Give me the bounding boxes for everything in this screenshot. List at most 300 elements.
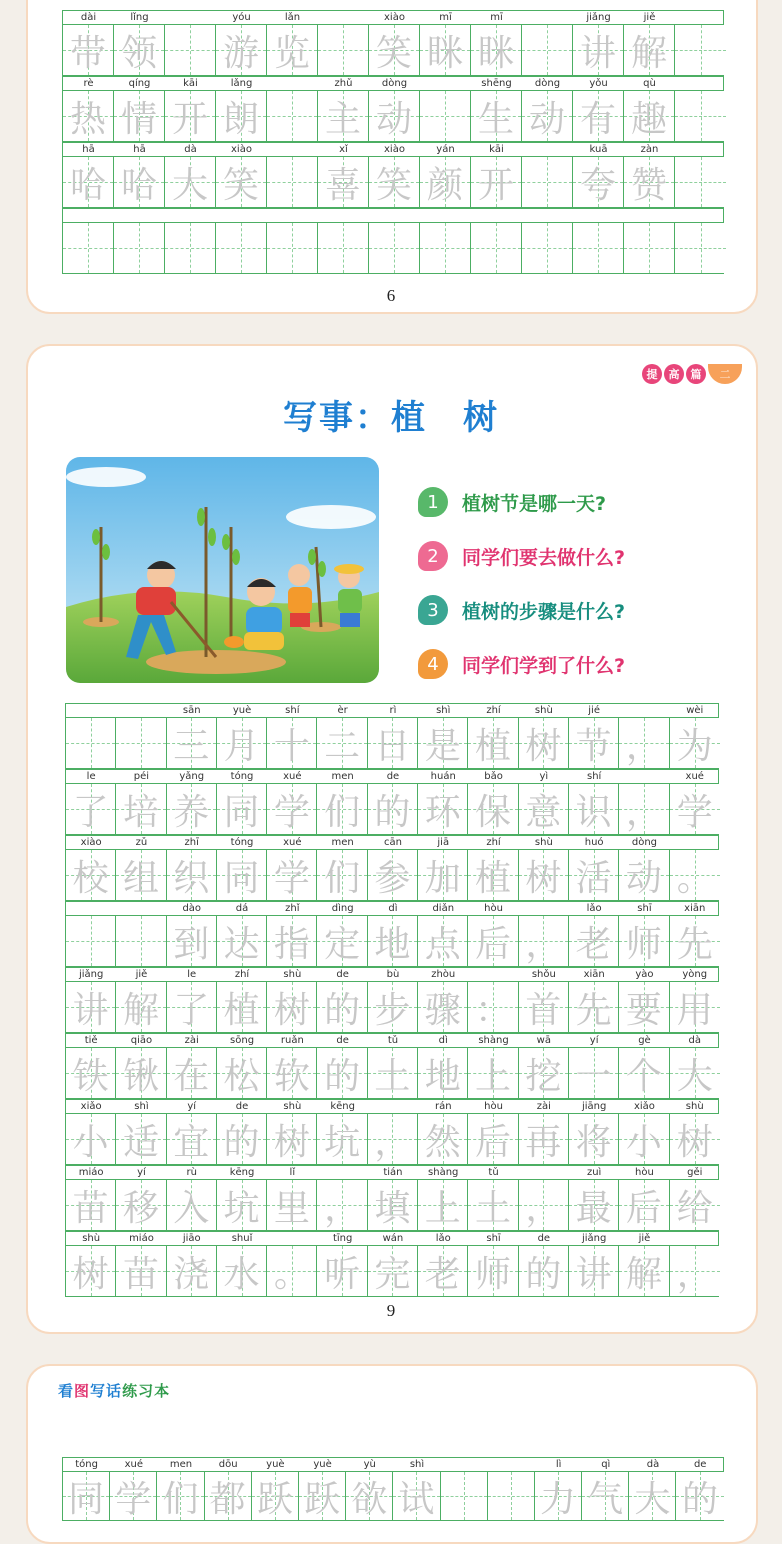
trace-character: 植 [475, 857, 512, 899]
tianzige-cell[interactable] [318, 25, 369, 75]
tianzige-cell[interactable] [619, 1180, 669, 1230]
tianzige-cell[interactable] [267, 1048, 317, 1098]
question-item [418, 475, 625, 529]
trace-character: 喜 [324, 164, 361, 206]
tianzige-cell[interactable] [114, 223, 165, 273]
character-row [65, 849, 719, 901]
tianzige-cell[interactable] [468, 1246, 518, 1296]
tianzige-cell[interactable] [63, 223, 114, 273]
tianzige-cell[interactable] [267, 982, 317, 1032]
character-row [65, 783, 719, 835]
tianzige-cell[interactable] [619, 718, 669, 768]
tianzige-cell[interactable] [418, 982, 468, 1032]
tianzige-cell[interactable] [522, 157, 573, 207]
tianzige-cell[interactable] [471, 223, 522, 273]
tianzige-cell[interactable] [217, 1114, 267, 1164]
pinyin: shí [285, 705, 300, 716]
tianzige-cell[interactable] [116, 718, 166, 768]
tianzige-cell[interactable] [418, 850, 468, 900]
tianzige-cell[interactable] [346, 1472, 393, 1520]
pinyin: de [693, 1459, 707, 1470]
tianzige-cell[interactable] [116, 1180, 166, 1230]
pinyin: de [386, 771, 400, 782]
logo-char: 写 [90, 1382, 106, 1400]
tianzige-cell[interactable] [267, 1114, 317, 1164]
tianzige-cell[interactable] [418, 1246, 468, 1296]
tianzige-cell[interactable] [317, 784, 367, 834]
trace-character: 哈 [120, 164, 157, 206]
tianzige-cell[interactable] [167, 982, 217, 1032]
pinyin: shuǐ [231, 1233, 253, 1244]
trace-character: 解 [625, 1253, 662, 1295]
pinyin: shì [436, 705, 451, 716]
tianzige-cell[interactable] [418, 784, 468, 834]
pinyin: jiāng [581, 1101, 607, 1112]
tianzige-cell[interactable] [624, 157, 675, 207]
trace-character: ， [625, 725, 662, 767]
tianzige-cell[interactable] [670, 1048, 720, 1098]
trace-character: 一 [575, 1055, 612, 1097]
tianzige-cell[interactable] [569, 1114, 619, 1164]
tianzige-cell[interactable] [582, 1472, 629, 1520]
pinyin: jiě [135, 969, 148, 980]
pinyin: xiǎo [633, 1101, 655, 1112]
trace-character: 学 [273, 857, 310, 899]
tianzige-cell[interactable] [670, 850, 720, 900]
tianzige-cell[interactable] [318, 223, 369, 273]
pinyin: le [187, 969, 197, 980]
pinyin: gè [638, 1035, 651, 1046]
pinyin: zàn [640, 144, 659, 155]
tianzige-cell[interactable] [267, 223, 318, 273]
tianzige-cell[interactable] [573, 25, 624, 75]
pinyin: yǎng [179, 771, 205, 782]
tianzige-cell[interactable] [63, 157, 114, 207]
trace-character: 入 [173, 1187, 210, 1229]
trace-character: 同 [223, 857, 260, 899]
trace-character: 二 [324, 725, 361, 767]
question-number-badge: 2 [418, 541, 448, 571]
tianzige-cell[interactable] [317, 1246, 367, 1296]
trace-character: 土 [475, 1187, 512, 1229]
tianzige-cell[interactable] [670, 718, 720, 768]
trace-character: ， [324, 1187, 361, 1229]
question-text: 同学们要去做什么? [462, 546, 626, 569]
tianzige-cell[interactable] [267, 157, 318, 207]
tianzige-cell[interactable] [519, 982, 569, 1032]
tianzige-cell[interactable] [217, 718, 267, 768]
pinyin: shù [82, 1233, 101, 1244]
tianzige-cell[interactable] [114, 25, 165, 75]
tianzige-cell[interactable] [420, 157, 471, 207]
tianzige-cell[interactable] [624, 25, 675, 75]
tianzige-cell[interactable] [217, 850, 267, 900]
trace-character: 树 [676, 1121, 713, 1163]
tianzige-cell[interactable] [488, 1472, 535, 1520]
tianzige-cell[interactable] [217, 784, 267, 834]
trace-character: 适 [122, 1121, 159, 1163]
tianzige-cell[interactable] [368, 718, 418, 768]
tianzige-cell[interactable] [368, 1180, 418, 1230]
tianzige-cell[interactable] [167, 718, 217, 768]
pinyin: cān [383, 837, 402, 848]
tianzige-cell[interactable] [165, 25, 216, 75]
tianzige-cell[interactable] [368, 1114, 418, 1164]
tianzige-cell[interactable] [619, 784, 669, 834]
pinyin: xué [685, 771, 704, 782]
page-number-main: 9 [386, 1301, 396, 1320]
pinyin-row [65, 1165, 719, 1179]
tianzige-cell[interactable] [66, 718, 116, 768]
tianzige-cell[interactable] [317, 1180, 367, 1230]
logo-char: 本 [154, 1382, 170, 1400]
trace-character: 骤 [424, 989, 461, 1031]
tianzige-cell[interactable] [569, 784, 619, 834]
tianzige-cell[interactable] [670, 1180, 720, 1230]
tianzige-cell[interactable] [267, 25, 318, 75]
tianzige-cell[interactable] [420, 25, 471, 75]
tianzige-cell[interactable] [369, 157, 420, 207]
tianzige-cell[interactable] [675, 91, 726, 141]
pinyin: shàng [478, 1035, 509, 1046]
tianzige-cell[interactable] [624, 91, 675, 141]
tianzige-cell[interactable] [267, 784, 317, 834]
tianzige-cell[interactable] [317, 916, 367, 966]
tianzige-cell[interactable] [676, 1472, 723, 1520]
tianzige-cell[interactable] [624, 223, 675, 273]
trace-character: 跃 [256, 1478, 293, 1520]
tianzige-cell[interactable] [116, 784, 166, 834]
trace-character: 的 [223, 1121, 260, 1163]
tianzige-cell[interactable] [63, 1472, 110, 1520]
pinyin-row [62, 142, 724, 156]
trace-character: 开 [477, 164, 514, 206]
trace-character: 养 [173, 791, 210, 833]
tianzige-cell[interactable] [522, 25, 573, 75]
pinyin: jiāo [182, 1233, 201, 1244]
tianzige-cell[interactable] [217, 1246, 267, 1296]
tianzige-cell[interactable] [573, 223, 624, 273]
logo-char: 图 [74, 1382, 90, 1400]
tianzige-cell[interactable] [116, 1114, 166, 1164]
tianzige-cell[interactable] [619, 1246, 669, 1296]
tianzige-cell[interactable] [675, 25, 726, 75]
tianzige-cell[interactable] [66, 1180, 116, 1230]
pinyin: shì [409, 1459, 425, 1470]
tianzige-cell[interactable] [369, 25, 420, 75]
tianzige-cell[interactable] [468, 718, 518, 768]
trace-character: 为 [676, 725, 713, 767]
tianzige-cell[interactable] [535, 1472, 582, 1520]
pinyin: xué [283, 837, 302, 848]
pinyin: le [86, 771, 96, 782]
trace-character: 上 [475, 1055, 512, 1097]
pinyin: wā [536, 1035, 551, 1046]
pinyin: dòng [381, 78, 408, 89]
tianzige-cell[interactable] [205, 1472, 252, 1520]
tianzige-cell[interactable] [519, 1180, 569, 1230]
pinyin: zhí [486, 837, 501, 848]
tianzige-cell[interactable] [216, 223, 267, 273]
tianzige-cell[interactable] [216, 91, 267, 141]
trace-character: 后 [475, 1121, 512, 1163]
trace-character: 动 [625, 857, 662, 899]
tianzige-cell[interactable] [66, 1114, 116, 1164]
tianzige-cell[interactable] [573, 91, 624, 141]
tianzige-cell[interactable] [63, 91, 114, 141]
tianzige-cell[interactable] [569, 1246, 619, 1296]
tianzige-cell[interactable] [267, 850, 317, 900]
trace-character: 赞 [630, 164, 667, 206]
tianzige-cell[interactable] [317, 1048, 367, 1098]
tianzige-cell[interactable] [157, 1472, 204, 1520]
tianzige-cell[interactable] [519, 1114, 569, 1164]
tianzige-cell[interactable] [216, 157, 267, 207]
question-number-badge: 3 [418, 595, 448, 625]
tianzige-cell[interactable] [468, 850, 518, 900]
trace-character: 三 [173, 725, 210, 767]
badge-char: 高 [664, 364, 684, 384]
tianzige-cell[interactable] [167, 850, 217, 900]
trace-character: 学 [676, 791, 713, 833]
tianzige-cell[interactable] [569, 718, 619, 768]
tianzige-cell[interactable] [165, 91, 216, 141]
tianzige-cell[interactable] [368, 850, 418, 900]
tianzige-cell[interactable] [418, 916, 468, 966]
pinyin-row [65, 835, 719, 849]
tianzige-cell[interactable] [267, 916, 317, 966]
pinyin: xiào [384, 144, 405, 155]
trace-character: 。 [273, 1253, 310, 1295]
trace-character: 要 [625, 989, 662, 1031]
pinyin: diǎn [432, 903, 455, 914]
tianzige-cell[interactable] [116, 1048, 166, 1098]
tianzige-cell[interactable] [471, 91, 522, 141]
tianzige-cell[interactable] [519, 916, 569, 966]
tianzige-cell[interactable] [66, 784, 116, 834]
trace-character: 培 [122, 791, 159, 833]
tianzige-cell[interactable] [670, 1114, 720, 1164]
tianzige-cell[interactable] [116, 850, 166, 900]
trace-character: 了 [72, 791, 109, 833]
pinyin: dòng [631, 837, 658, 848]
tianzige-cell[interactable] [317, 850, 367, 900]
tianzige-cell[interactable] [619, 1114, 669, 1164]
pinyin: xiào [80, 837, 102, 848]
tianzige-cell[interactable] [369, 223, 420, 273]
tianzige-cell[interactable] [369, 91, 420, 141]
tianzige-cell[interactable] [267, 1246, 317, 1296]
tianzige-cell[interactable] [252, 1472, 299, 1520]
tianzige-cell[interactable] [522, 223, 573, 273]
tianzige-cell[interactable] [468, 1048, 518, 1098]
tianzige-cell[interactable] [63, 25, 114, 75]
tianzige-cell[interactable] [519, 718, 569, 768]
tianzige-cell[interactable] [569, 850, 619, 900]
tianzige-cell[interactable] [368, 916, 418, 966]
trace-character: 颜 [426, 164, 463, 206]
pinyin: shù [283, 1101, 302, 1112]
tianzige-cell[interactable] [468, 916, 518, 966]
trace-character: 生 [477, 98, 514, 140]
trace-character: ： [475, 989, 512, 1031]
tianzige-cell[interactable] [471, 25, 522, 75]
trace-character: 土 [374, 1055, 411, 1097]
tianzige-cell[interactable] [116, 916, 166, 966]
tianzige-cell[interactable] [368, 784, 418, 834]
tianzige-cell[interactable] [317, 718, 367, 768]
tianzige-cell[interactable] [418, 1114, 468, 1164]
tianzige-cell[interactable] [165, 157, 216, 207]
tianzige-cell[interactable] [167, 784, 217, 834]
tianzige-cell[interactable] [670, 982, 720, 1032]
tianzige-cell[interactable] [167, 1048, 217, 1098]
pinyin: rì [389, 705, 397, 716]
tianzige-cell[interactable] [619, 916, 669, 966]
trace-character: 的 [324, 1055, 361, 1097]
pinyin: xué [124, 1459, 143, 1470]
pinyin: dà [646, 1459, 660, 1470]
tianzige-cell[interactable] [368, 1246, 418, 1296]
tianzige-cell[interactable] [116, 982, 166, 1032]
tianzige-cell[interactable] [418, 1180, 468, 1230]
tianzige-cell[interactable] [468, 784, 518, 834]
pinyin: shù [534, 837, 553, 848]
tianzige-cell[interactable] [418, 1048, 468, 1098]
tianzige-cell[interactable] [66, 850, 116, 900]
pinyin: xiǎo [80, 1101, 102, 1112]
pinyin: kuā [589, 144, 608, 155]
tianzige-cell[interactable] [66, 1048, 116, 1098]
tianzige-cell[interactable] [670, 784, 720, 834]
tianzige-cell[interactable] [522, 91, 573, 141]
tianzige-cell[interactable] [110, 1472, 157, 1520]
tianzige-cell[interactable] [468, 982, 518, 1032]
tianzige-cell[interactable] [267, 1180, 317, 1230]
tianzige-cell[interactable] [114, 157, 165, 207]
tianzige-cell[interactable] [368, 982, 418, 1032]
pinyin: shī [486, 1233, 501, 1244]
tianzige-cell[interactable] [368, 1048, 418, 1098]
tianzige-cell[interactable] [318, 91, 369, 141]
tianzige-cell[interactable] [619, 1048, 669, 1098]
tianzige-cell[interactable] [420, 91, 471, 141]
tianzige-cell[interactable] [217, 982, 267, 1032]
trace-character: 同 [68, 1478, 105, 1520]
tianzige-cell[interactable] [441, 1472, 488, 1520]
tianzige-cell[interactable] [217, 916, 267, 966]
tianzige-cell[interactable] [217, 1180, 267, 1230]
tianzige-cell[interactable] [66, 916, 116, 966]
tianzige-cell[interactable] [569, 1048, 619, 1098]
tianzige-cell[interactable] [619, 850, 669, 900]
tianzige-cell[interactable] [670, 1246, 720, 1296]
tianzige-cell[interactable] [267, 91, 318, 141]
tianzige-cell[interactable] [318, 157, 369, 207]
tianzige-cell[interactable] [165, 223, 216, 273]
question-text: 植树的步骤是什么? [462, 600, 626, 623]
tianzige-cell[interactable] [116, 1246, 166, 1296]
pinyin: tián [383, 1167, 403, 1178]
tianzige-cell[interactable] [569, 1180, 619, 1230]
pinyin: yào [635, 969, 654, 980]
pinyin: tóng [75, 1459, 98, 1470]
tianzige-cell[interactable] [216, 25, 267, 75]
pinyin-row [65, 1033, 719, 1047]
trace-character: 树 [273, 989, 310, 1031]
pinyin: rù [186, 1167, 197, 1178]
tianzige-cell[interactable] [468, 1114, 518, 1164]
character-row [65, 1047, 719, 1099]
tianzige-cell[interactable] [629, 1472, 676, 1520]
trace-character: 讲 [579, 32, 616, 74]
pinyin: yí [137, 1167, 146, 1178]
tianzige-cell[interactable] [66, 1246, 116, 1296]
question-item [418, 529, 625, 583]
tianzige-cell[interactable] [317, 1114, 367, 1164]
tianzige-cell[interactable] [471, 157, 522, 207]
tianzige-cell[interactable] [670, 916, 720, 966]
trace-character: 在 [173, 1055, 210, 1097]
tianzige-cell[interactable] [66, 982, 116, 1032]
tianzige-cell[interactable] [167, 1114, 217, 1164]
trace-character: 师 [475, 1253, 512, 1295]
trace-character: 笑 [375, 32, 412, 74]
trace-character: ， [525, 1187, 562, 1229]
tianzige-cell[interactable] [519, 1048, 569, 1098]
trace-character: 日 [374, 725, 411, 767]
pinyin: yòng [682, 969, 708, 980]
character-row [62, 222, 724, 274]
pinyin-row [65, 769, 719, 783]
tianzige-cell[interactable] [519, 1246, 569, 1296]
trace-character: 的 [374, 791, 411, 833]
tianzige-cell[interactable] [675, 157, 726, 207]
pinyin: shǒu [531, 969, 556, 980]
tianzige-cell[interactable] [675, 223, 726, 273]
pinyin: zhī [184, 837, 199, 848]
trace-character: 达 [223, 923, 260, 965]
tianzige-cell[interactable] [267, 718, 317, 768]
tianzige-cell[interactable] [468, 1180, 518, 1230]
tianzige-cell[interactable] [217, 1048, 267, 1098]
tianzige-cell[interactable] [167, 916, 217, 966]
tianzige-cell[interactable] [114, 91, 165, 141]
question-number-badge: 4 [418, 649, 448, 679]
trace-character: 步 [374, 989, 411, 1031]
tianzige-cell[interactable] [569, 982, 619, 1032]
tianzige-cell[interactable] [519, 850, 569, 900]
tianzige-cell[interactable] [519, 784, 569, 834]
tianzige-cell[interactable] [418, 718, 468, 768]
tianzige-cell[interactable] [573, 157, 624, 207]
pinyin: jiě [638, 1233, 651, 1244]
tianzige-cell[interactable] [167, 1180, 217, 1230]
tianzige-cell[interactable] [167, 1246, 217, 1296]
pinyin: yuè [266, 1459, 285, 1470]
tianzige-cell[interactable] [569, 916, 619, 966]
tianzige-cell[interactable] [420, 223, 471, 273]
tianzige-cell[interactable] [619, 982, 669, 1032]
tianzige-cell[interactable] [393, 1472, 440, 1520]
tianzige-cell[interactable] [299, 1472, 346, 1520]
tianzige-cell[interactable] [317, 982, 367, 1032]
trace-character: 将 [575, 1121, 612, 1163]
pinyin-row [62, 1457, 724, 1471]
pinyin: zǔ [135, 837, 148, 848]
pinyin: péi [133, 771, 150, 782]
pinyin: men [169, 1459, 193, 1470]
